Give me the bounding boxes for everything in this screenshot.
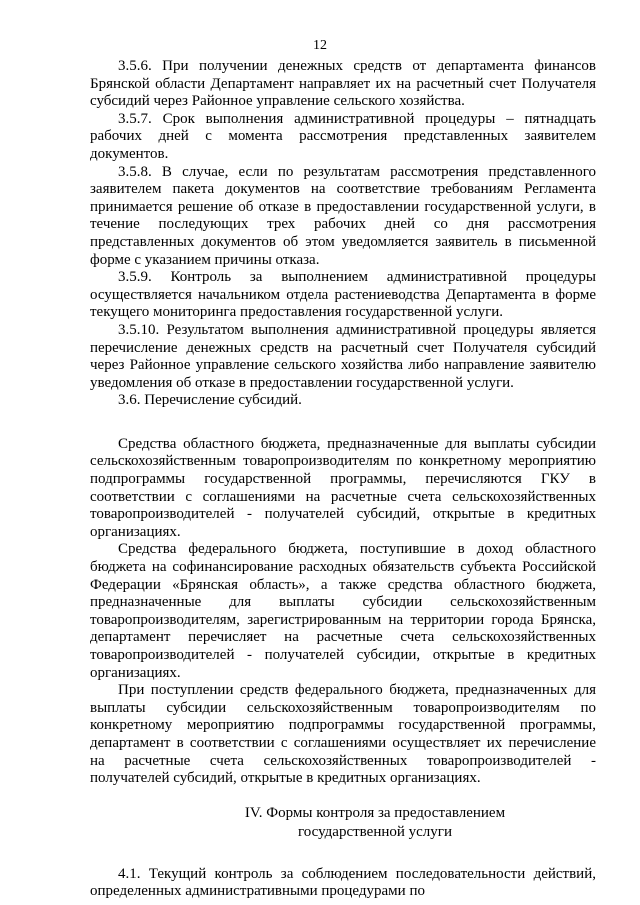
paragraph-federal-budget: Средства федерального бюджета, поступившие в доход областного бюджета на софинансирование расходных обязательств субъекта Российской Федерации «Брянская область», а также средства областного бюджета, предназначенные для выплаты субсидии сельскохозяйственным товаропроизводителям, зарегистрированным на территории города Брянска, департамент перечисляет на расчетные счета сельскохозяйственных товаропроизводителей - получателей субсидии, открытые в кредитных организациях. (90, 541, 596, 681)
section-heading-line-2: государственной услуги (298, 823, 452, 840)
section-heading-line-1: IV. Формы контроля за предоставлением (244, 804, 506, 821)
document-body (90, 58, 596, 901)
paragraph-3-5-7: 3.5.7. Срок выполнения административной процедуры – пятнадцать рабочих дней с момента рассмотрения представленных заявителем документов. (90, 110, 596, 162)
paragraph-3-5-8: 3.5.8. В случае, если по результатам рассмотрения представленного заявителем пакета документов на соответствие требованиям Регламента принимается решение об отказе в предоставлении государственной услуги, в течение последующих трех рабочих дней со дня рассмотрения представленных документов об этом уведомляется заявитель в письменной форме с указанием причины отказа. (90, 163, 596, 268)
paragraph-4-1: 4.1. Текущий контроль за соблюдением последовательности действий, определенных административными процедурами по (90, 865, 596, 900)
spacer (90, 410, 596, 436)
paragraph-federal-receipt: При поступлении средств федерального бюджета, предназначенных для выплаты субсидии сельскохозяйственным товаропроизводителям по конкретному мероприятию подпрограммы государственной программы, департамент в соответствии с соглашениями осуществляет их перечисление на расчетные счета сельскохозяйственных товаропроизводителей - получателей субсидий, открытые в кредитных организациях. (90, 682, 596, 787)
page-number: 12 (313, 38, 327, 53)
spacer (90, 788, 596, 804)
spacer (90, 842, 596, 866)
paragraph-regional-budget: Средства областного бюджета, предназначенные для выплаты субсидии сельскохозяйственным товаропроизводителям по конкретному мероприятию подпрограммы государственной программы, перечисляются ГКУ в соответствии с соглашениями на расчетные счета сельскохозяйственных товаропроизводителей - получателей субсидий, открытые в кредитных организациях. (90, 435, 596, 540)
paragraph-3-5-6: 3.5.6. При получении денежных средств от департамента финансов Брянской области Департамент направляет их на расчетный счет Получателя субсидий через Районное управление сельского хозяйства. (90, 58, 596, 110)
paragraph-3-5-10: 3.5.10. Результатом выполнения административной процедуры является перечисление денежных средств на расчетный счет Получателя субсидий через Районное управление сельского хозяйства либо направление заявителю уведомления об отказе в предоставлении государственной услуги. (90, 321, 596, 391)
paragraph-3-5-9: 3.5.9. Контроль за выполнением административной процедуры осуществляется начальником отдела растениеводства Департамента в форме текущего мониторинга предоставления государственной услуги. (90, 269, 596, 321)
section-heading (90, 804, 596, 842)
paragraph-3-6-title: 3.6. Перечисление субсидий. (118, 392, 302, 409)
